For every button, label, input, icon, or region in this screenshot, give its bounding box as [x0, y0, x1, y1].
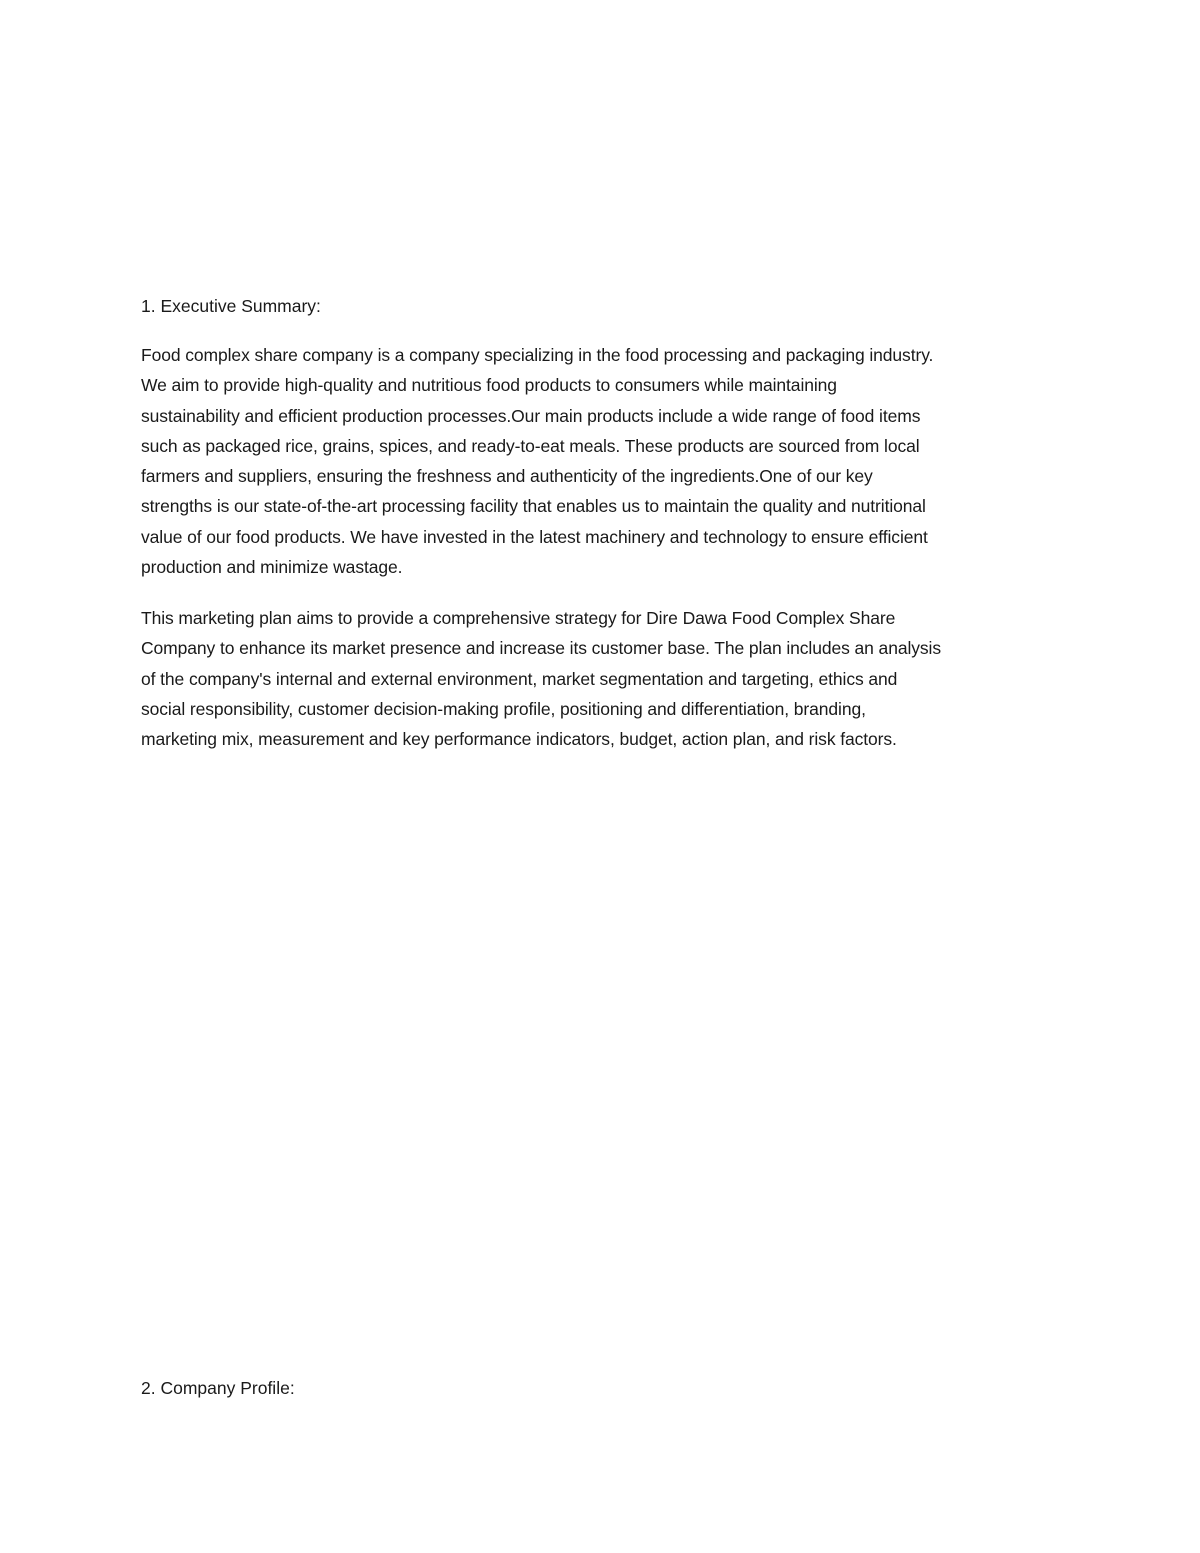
executive-summary-paragraph-2	[141, 603, 1061, 754]
company-profile-heading: 2. Company Profile:	[141, 1378, 295, 1398]
paragraph-line: Food complex share company is a company specializing in the food processing and packaging industry.	[141, 345, 934, 365]
paragraph-line: marketing mix, measurement and key performance indicators, budget, action plan, and risk factors.	[141, 729, 897, 750]
paragraph-line: Company to enhance its market presence and increase its customer base. The plan includes an analysis	[141, 638, 941, 659]
paragraph-line: This marketing plan aims to provide a comprehensive strategy for Dire Dawa Food Complex Share	[141, 608, 896, 628]
executive-summary-heading: 1. Executive Summary:	[141, 296, 321, 316]
paragraph-line: strengths is our state-of-the-art processing facility that enables us to maintain the quality and nutritional	[141, 496, 926, 517]
paragraph-line: social responsibility, customer decision-making profile, positioning and differentiation, branding,	[141, 698, 866, 719]
executive-summary-paragraph-1	[141, 340, 1061, 582]
paragraph-line: production and minimize wastage.	[141, 557, 403, 578]
paragraph-line: of the company's internal and external environment, market segmentation and targeting, ethics and	[141, 668, 898, 689]
paragraph-line: We aim to provide high-quality and nutritious food products to consumers while maintaining	[141, 375, 837, 396]
paragraph-line: value of our food products. We have invested in the latest machinery and technology to ensure efficient	[141, 526, 928, 547]
paragraph-line: such as packaged rice, grains, spices, and ready-to-eat meals. These products are sourced from local	[141, 435, 920, 456]
paragraph-line: sustainability and efficient production processes.Our main products include a wide range of food items	[141, 405, 921, 426]
paragraph-line: farmers and suppliers, ensuring the freshness and authenticity of the ingredients.One of our key	[141, 466, 873, 487]
